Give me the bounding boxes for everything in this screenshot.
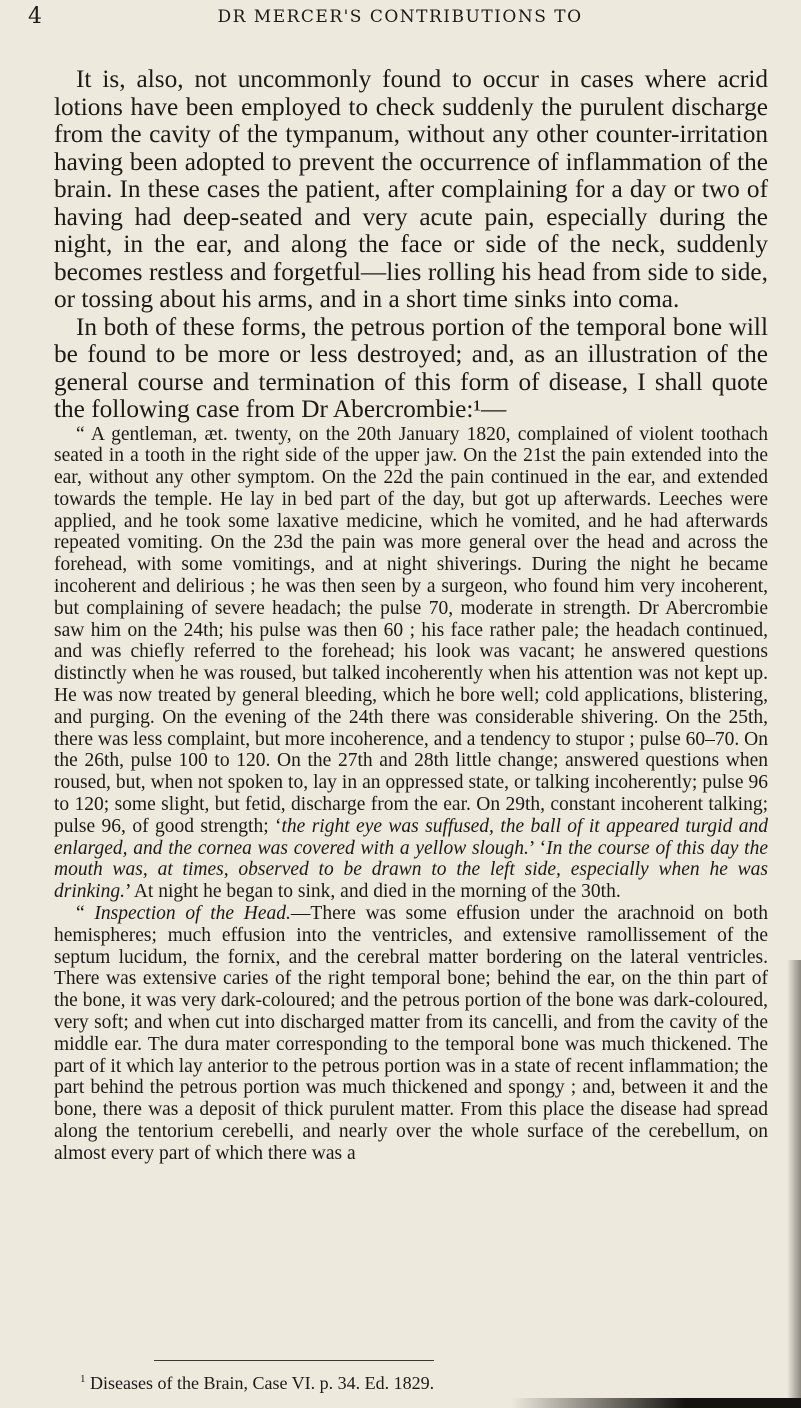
case-quote-italic-mouth: In the course of this day the mouth was, at times, observed to be drawn to the left side, especially when he was drinking. [54, 837, 769, 903]
footnote-marker: 1 [80, 1373, 86, 1385]
paragraph-2: In both of these forms, the petrous portion of the temporal bone will be found to be more or less destroyed; and, as an illustration of the general course and termination of this form of disease, I shall quote the following case from Dr Abercrombie:¹— [54, 312, 768, 423]
case-quote-italic-eye: the right eye was suffused, the ball of it appeared turgid and enlarged, and the cornea was covered with a yellow slough. [54, 815, 768, 859]
case-quote-text: “ A gentleman, æt. twenty, on the 20th January 1820, complained of violent toothach seated in a tooth in the right side of the upper jaw. On the 21st the pain extended into the ear, without any other symptom. On the 22d the pain continued in the ear, and extended towards the temple. He lay in bed part of the day, but got up afterwards. Leeches were applied, and he took some laxative medicine, which he vomited, and he had afterwards repeated vomiting. On the 23d the pain was more general over the head and across the forehead, with some vomitings, and at night shiverings. During the night he became incoherent and delirious ; he was then seen by a surgeon, who found him very incoherent, but complaining of severe headach; the pulse 70, moderate in strength. Dr Abercrombie saw him on the 24th; his pulse was then 60 ; his face rather pale; the headach continued, and was chiefly referred to the forehead; his look was vacant; he answered questions distinctly when he was roused, but talked incoherently when his attention was not kept up. He was now treated by general bleeding, which he bore well; cold applications, blistering, and purging. On the evening of the 24th there was considerable shivering. On the 25th, there was less complaint, but more incoherence, and a tendency to stupor ; pulse 60–70. On the 26th, pulse 100 to 120. On the 27th and 28th little change; answered questions when roused, but, when not spoken to, lay in an oppressed state, or talking incoherently; pulse 96 to 120; some slight, but fetid, discharge from the ear. On 29th, constant incoherent talking; pulse 96, of good strength; ‘ [54, 423, 768, 837]
inspection-paragraph [54, 903, 768, 1165]
body-text [54, 66, 768, 1165]
footnote [80, 1368, 434, 1394]
paragraph-1: It is, also, not uncommonly found to occur in cases where acrid lotions have been employed to check suddenly the purulent discharge from the cavity of the tympanum, without any other counter-irritation having been adopted to prevent the occurrence of inflammation of the brain. In these cases the patient, after complaining for a day or two of having had deep-seated and very acute pain, especially during the night, in the ear, and along the face or side of the neck, suddenly becomes restless and forgetful—lies rolling his head from side to side, or tossing about his arms, and in a short time sinks into coma. [54, 65, 768, 313]
case-quote-end: ’ At night he began to sink, and died in the morning of the 30th. [124, 881, 621, 903]
page-header [0, 4, 801, 34]
footnote-rule [154, 1360, 434, 1361]
footnote-text: Diseases of the Brain, Case VI. p. 34. Ed. 1829. [90, 1373, 435, 1393]
case-quote [54, 424, 768, 904]
page-number: 4 [28, 4, 42, 29]
page-edge-shadow [787, 960, 801, 1408]
inspection-open-quote: “ [76, 903, 95, 925]
inspection-heading: Inspection of the Head. [94, 903, 291, 925]
case-quote-sep: ’ ‘ [528, 837, 547, 859]
inspection-text: —There was some effusion under the arachnoid on both hemispheres; much effusion into the ventricles, and extensive ramollissement of the septum lucidum, the fornix, and the cerebral matter bordering on the lateral ventricles. There was extensive caries of the right temporal bone; behind the ear, on the thin part of the bone, it was very dark-coloured; and the petrous portion of the bone was dark-coloured, very soft; and when cut into discharged matter from its cancelli, and from the cavity of the middle ear. The dura mater corresponding to the temporal bone was much thickened. The part of it which lay anterior to the petrous portion was in a state of recent inflammation; the part behind the petrous portion was much thickened and spongy ; and, between it and the bone, there was a deposit of thick purulent matter. From this place the disease had spread along the tentorium cerebelli, and nearly over the whole surface of the cerebellum, on almost every part of which there was a [54, 903, 768, 1164]
scan-edge-bar [511, 1398, 801, 1408]
running-title: DR MERCER'S CONTRIBUTIONS TO [217, 7, 583, 27]
